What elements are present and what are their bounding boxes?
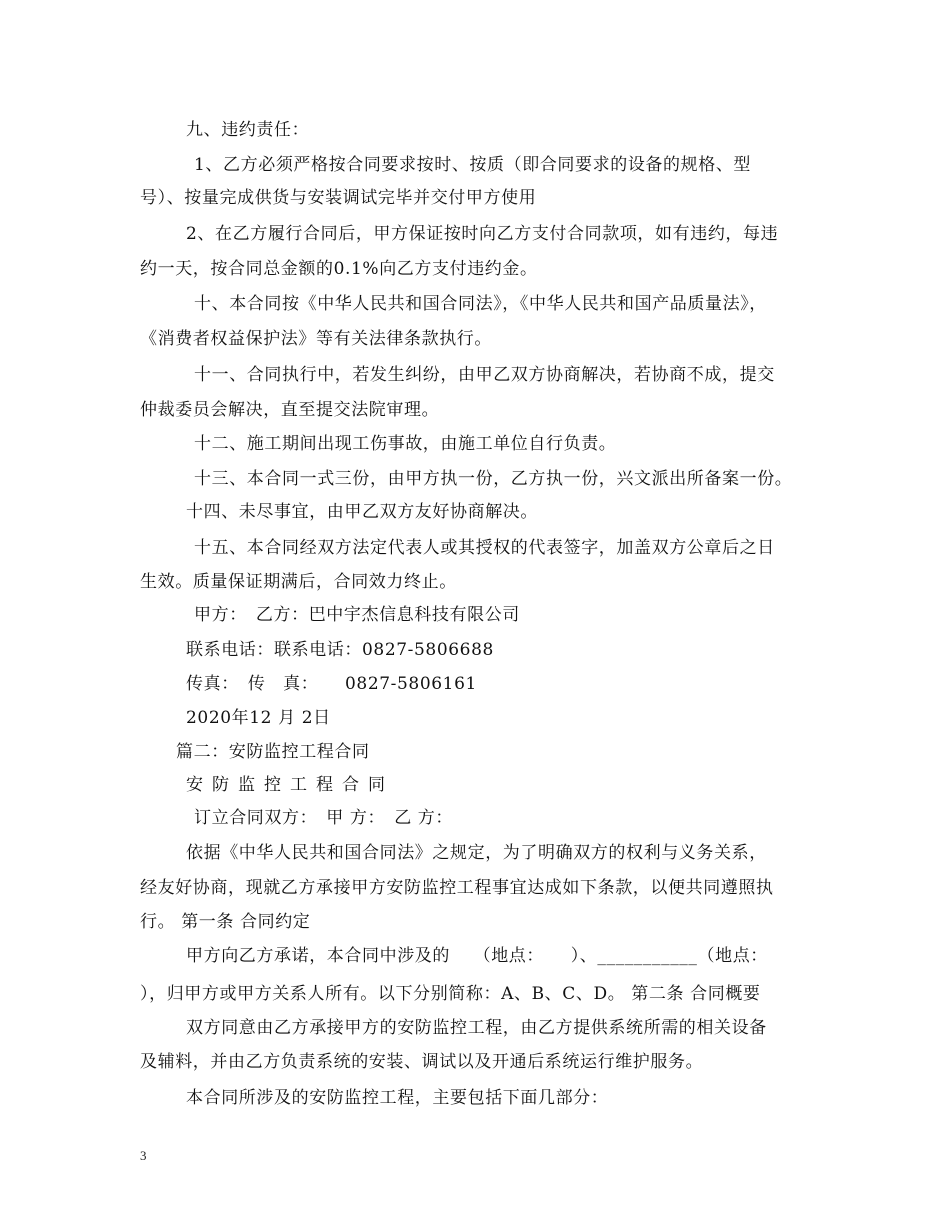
contracting-parties-line: 订立合同双方： 甲 方： 乙 方：: [194, 808, 454, 828]
contract-title: 安防监控工程合同: [186, 775, 394, 795]
article-2-line-2: 及辅料，并由乙方负责系统的安装、调试以及开通后系统运行维护服务。: [140, 1052, 704, 1072]
article-1-line-1: 甲方向乙方承诺，本合同中涉及的 （地点： ）、___________（地点：: [186, 946, 768, 966]
section-11-line-1: 十一、合同执行中，若发生纠纷，由甲乙双方协商解决，若协商不成，提交: [194, 365, 775, 385]
section-11-line-2: 仲裁委员会解决，直至提交法院审理。: [140, 400, 440, 420]
basis-paragraph-line-2: 经友好协商，现就乙方承接甲方安防监控工程事宜达成如下条款，以便共同遵照执: [140, 878, 774, 898]
party-names-line: 甲方： 乙方：巴中宇杰信息科技有限公司: [194, 605, 520, 625]
section-13-line: 十三、本合同一式三份，由甲方执一份，乙方执一份，兴文派出所备案一份。: [194, 469, 793, 489]
section-10-line-2: 《消费者权益保护法》等有关法律条款执行。: [140, 329, 492, 349]
basis-paragraph-line-3: 行。 第一条 合同约定: [140, 912, 311, 932]
section-15-line-2: 生效。质量保证期满后，合同效力终止。: [140, 572, 457, 592]
section-9-heading: 九、违约责任：: [186, 120, 310, 140]
clause-9-1-line-1: 1、乙方必须严格按合同要求按时、按质（即合同要求的设备的规格、型: [194, 155, 752, 175]
date-line: 2020年12 月 2日: [186, 708, 331, 728]
clause-9-2-line-1: 2、在乙方履行合同后，甲方保证按时向乙方支付合同款项，如有违约，每违: [186, 224, 779, 244]
article-1-line-2: ），归甲方或甲方关系人所有。以下分别简称：A、B、C、D。 第二条 合同概要: [140, 984, 761, 1004]
clause-9-2-line-2: 约一天，按合同总金额的0.1%向乙方支付违约金。: [140, 259, 538, 279]
chapter-2-heading: 篇二：安防监控工程合同: [176, 742, 370, 762]
section-14-line: 十四、未尽事宜，由甲乙双方友好协商解决。: [186, 502, 538, 522]
clause-9-1-line-2: 号）、按量完成供货与安装调试完毕并交付甲方使用: [140, 188, 537, 208]
section-12-line: 十二、施工期间出现工伤事故，由施工单位自行负责。: [194, 434, 617, 454]
fax-line: 传真： 传 真： 0827-5806161: [186, 674, 477, 694]
basis-paragraph-line-1: 依据《中华人民共和国合同法》之规定，为了明确双方的权利与义务关系，: [186, 843, 767, 863]
section-10-line-1: 十、本合同按《中华人民共和国合同法》，《中华人民共和国产品质量法》，: [194, 294, 767, 314]
section-15-line-1: 十五、本合同经双方法定代表人或其授权的代表签字，加盖双方公章后之日: [194, 538, 775, 558]
scope-intro-line: 本合同所涉及的安防监控工程，主要包括下面几部分：: [186, 1088, 609, 1108]
contact-phone-line: 联系电话：联系电话：0827-5806688: [186, 640, 494, 660]
page-number: 3: [140, 1148, 147, 1163]
article-2-line-1: 双方同意由乙方承接甲方的安防监控工程，由乙方提供系统所需的相关设备: [186, 1018, 767, 1038]
